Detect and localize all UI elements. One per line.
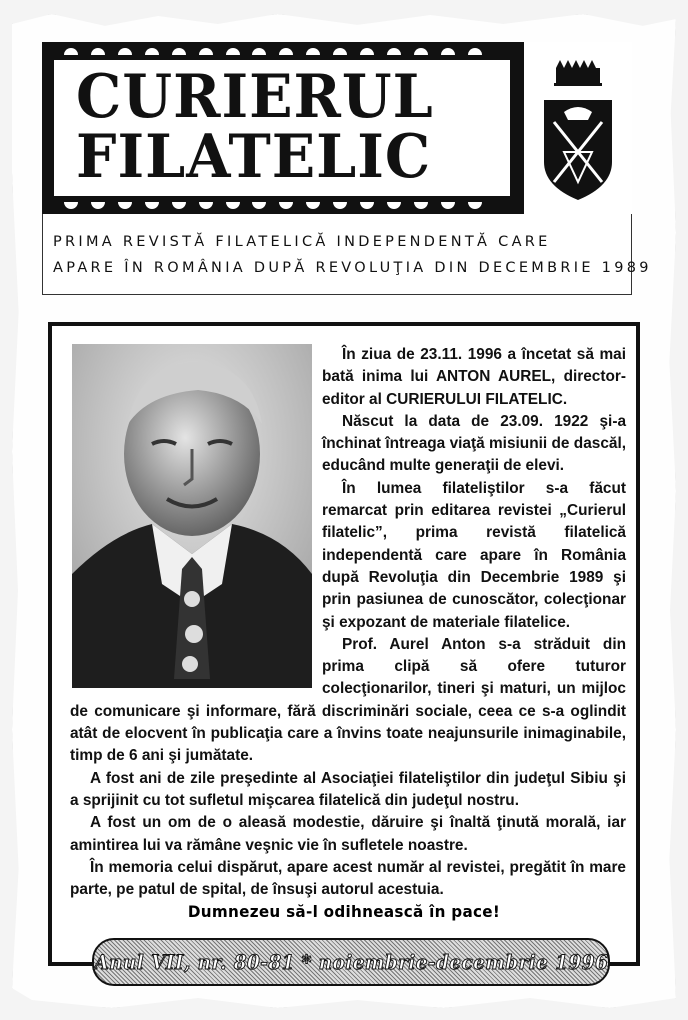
masthead-title-line2: FILATELIC	[76, 121, 432, 192]
issue-banner	[92, 938, 610, 986]
paragraph-death: În ziua de 23.11. 1996 a încetat să mai bată inima lui ANTON AUREL, director-editor al CURIERULUI FILATELIC.	[322, 346, 626, 408]
paragraph-memory: În memoria celui dispărut, apare acest număr al revistei, pregătit în mare parte, pe patul de spital, de însuşi autorul acestuia.	[70, 858, 626, 899]
sibiu-crest-icon	[524, 42, 628, 214]
masthead-title-line1: CURIERUL	[76, 61, 434, 132]
coat-of-arms	[520, 42, 632, 214]
subtitle-line1: PRIMA REVISTĂ FILATELICĂ INDEPENDENTĂ CARE	[53, 234, 551, 250]
stamp-perforations-top	[64, 48, 482, 56]
paragraph-character: A fost un om de o aleasă modestie, dăruire şi înaltă ţinută morală, iar amintirea lui va rămâne veşnic vie în sufletele noastre.	[70, 814, 626, 854]
paragraph-magazine: În lumea filateliştilor s-a făcut remarcat prin editarea revistei „Curierul filatelic”, prima revistă filatelică independentă care apare în România după Revoluţia din Decembrie 1989 şi prin pasiunea de cunoscător, colecţionar şi expozant de materiale filatelice.	[322, 479, 626, 631]
subtitle-line2: APARE ÎN ROMÂNIA DUPĂ REVOLUŢIA DIN DECEMBRIE 1989	[53, 260, 652, 276]
closing-blessing: Dumnezeu să-l odihnească în pace!	[187, 902, 501, 921]
obituary-frame	[48, 322, 640, 974]
obituary-text	[70, 344, 626, 901]
masthead	[42, 42, 632, 214]
stamp-perforations-bottom	[64, 202, 482, 210]
paragraph-association: A fost ani de zile preşedinte al Asociaţiei filateliştilor din judeţul Sibiu şi a sprijinit cu tot sufletul mişcarea filatelică din judeţul nostru.	[70, 769, 626, 809]
paragraph-birth: Născut la data de 23.09. 1922 şi-a închinat întreaga viaţă misiunii de dascăl, educând multe generaţii de elevi.	[322, 412, 626, 475]
portrait-photo	[72, 344, 312, 688]
paragraph-mission: Prof. Aurel Anton s-a străduit din prima clipă să ofere tuturor colecţionarilor, tineri şi maturi, un mijloc de comunicare şi informare, fără discriminări sociale, ceea ce s-a oglindit atât de elocvent în publicaţia care a învins toate neajunsurile inimaginabile, timp de 6 ani şi jumătate.	[70, 635, 626, 765]
issue-banner-text: Anul VII, nr. 80-81 * noiembrie-decembrie 1996	[94, 950, 608, 974]
stamp-frame	[54, 60, 510, 196]
masthead-subtitle	[42, 214, 652, 295]
